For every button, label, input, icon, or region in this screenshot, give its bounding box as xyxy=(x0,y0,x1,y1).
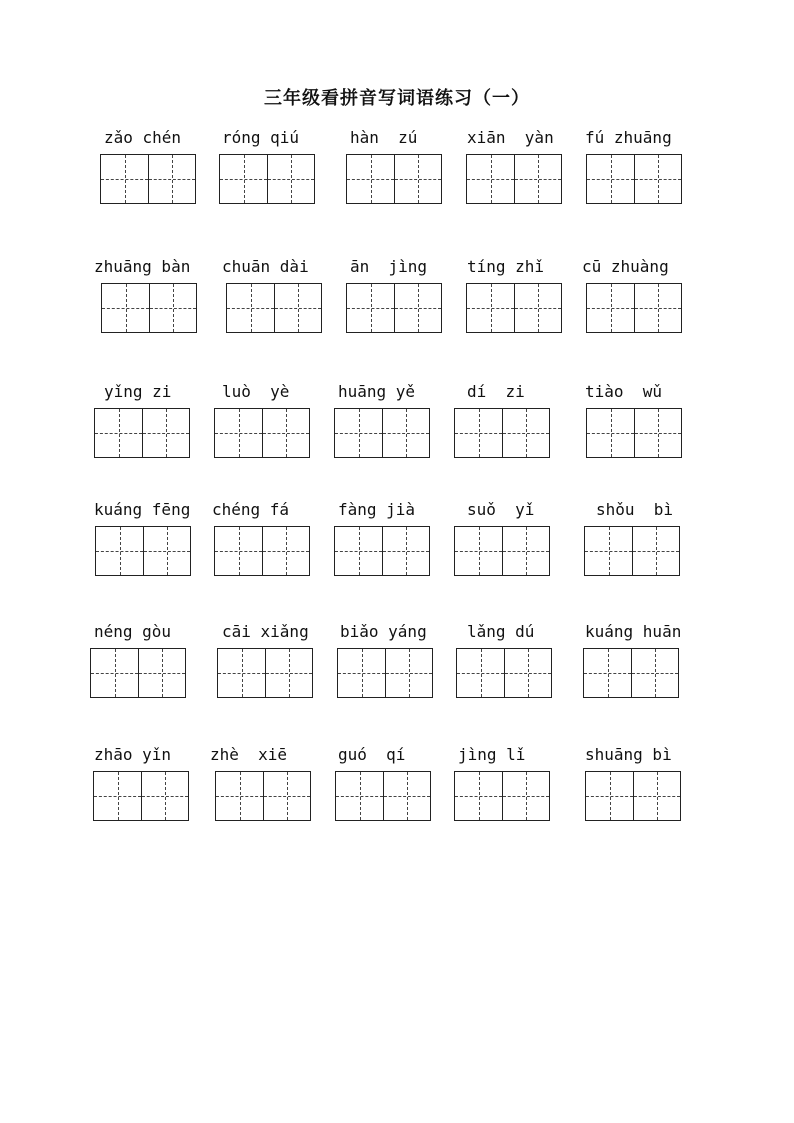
pinyin-label: jìng lǐ xyxy=(458,745,526,764)
pinyin-label: kuáng huān xyxy=(585,622,682,641)
writing-grid[interactable] xyxy=(583,648,679,698)
character-box[interactable] xyxy=(218,649,265,697)
character-box[interactable] xyxy=(215,527,262,575)
writing-grid[interactable] xyxy=(101,283,197,333)
pinyin-label: zhāo yǐn xyxy=(94,745,172,764)
character-box[interactable] xyxy=(215,409,262,457)
character-box[interactable] xyxy=(586,772,633,820)
character-box[interactable] xyxy=(91,649,138,697)
character-box[interactable] xyxy=(102,284,149,332)
character-box[interactable] xyxy=(148,155,195,203)
character-box[interactable] xyxy=(455,527,502,575)
character-box[interactable] xyxy=(227,284,274,332)
writing-grid[interactable] xyxy=(214,526,310,576)
writing-grid[interactable] xyxy=(346,283,442,333)
character-box[interactable] xyxy=(514,155,561,203)
writing-grid[interactable] xyxy=(215,771,311,821)
pinyin-label: tíng zhǐ xyxy=(467,257,545,276)
character-box[interactable] xyxy=(138,649,185,697)
writing-grid[interactable] xyxy=(93,771,189,821)
character-box[interactable] xyxy=(634,409,681,457)
character-box[interactable] xyxy=(347,284,394,332)
pinyin-label: huāng yě xyxy=(338,382,416,401)
writing-grid[interactable] xyxy=(217,648,313,698)
character-box[interactable] xyxy=(96,527,143,575)
pinyin-label: luò yè xyxy=(222,382,290,401)
character-box[interactable] xyxy=(335,409,382,457)
pinyin-label: yǐng zi xyxy=(104,382,172,401)
character-box[interactable] xyxy=(587,284,634,332)
writing-grid[interactable] xyxy=(466,283,562,333)
pinyin-label: guó qí xyxy=(338,745,406,764)
character-box[interactable] xyxy=(514,284,561,332)
character-box[interactable] xyxy=(394,284,441,332)
writing-grid[interactable] xyxy=(100,154,196,204)
character-box[interactable] xyxy=(394,155,441,203)
character-box[interactable] xyxy=(455,772,502,820)
character-box[interactable] xyxy=(95,409,142,457)
writing-grid[interactable] xyxy=(335,771,431,821)
character-box[interactable] xyxy=(338,649,385,697)
writing-grid[interactable] xyxy=(585,771,681,821)
pinyin-label: xiān yàn xyxy=(467,128,554,147)
writing-grid[interactable] xyxy=(90,648,186,698)
character-box[interactable] xyxy=(263,772,310,820)
character-box[interactable] xyxy=(347,155,394,203)
character-box[interactable] xyxy=(587,409,634,457)
character-box[interactable] xyxy=(143,527,190,575)
pinyin-label: kuáng fēng xyxy=(94,500,191,519)
character-box[interactable] xyxy=(262,409,309,457)
writing-grid[interactable] xyxy=(334,408,430,458)
writing-grid[interactable] xyxy=(584,526,680,576)
writing-grid[interactable] xyxy=(334,526,430,576)
character-box[interactable] xyxy=(94,772,141,820)
character-box[interactable] xyxy=(382,409,429,457)
character-box[interactable] xyxy=(220,155,267,203)
character-box[interactable] xyxy=(142,409,189,457)
pinyin-label: tiào wǔ xyxy=(585,382,663,401)
pinyin-label: fàng jià xyxy=(338,500,416,519)
writing-grid[interactable] xyxy=(586,283,682,333)
writing-grid[interactable] xyxy=(337,648,433,698)
character-box[interactable] xyxy=(504,649,551,697)
pinyin-label: chéng fá xyxy=(212,500,290,519)
character-box[interactable] xyxy=(584,649,631,697)
writing-grid[interactable] xyxy=(466,154,562,204)
character-box[interactable] xyxy=(267,155,314,203)
pinyin-label: róng qiú xyxy=(222,128,300,147)
writing-grid[interactable] xyxy=(454,771,550,821)
pinyin-label: zǎo chén xyxy=(104,128,182,147)
character-box[interactable] xyxy=(141,772,188,820)
character-box[interactable] xyxy=(336,772,383,820)
character-box[interactable] xyxy=(585,527,632,575)
pinyin-label: zhè xiē xyxy=(210,745,288,764)
pinyin-label: cū zhuàng xyxy=(582,257,669,276)
writing-grid[interactable] xyxy=(586,154,682,204)
character-box[interactable] xyxy=(265,649,312,697)
character-box[interactable] xyxy=(101,155,148,203)
writing-grid[interactable] xyxy=(454,408,550,458)
pinyin-label: suǒ yǐ xyxy=(467,500,535,519)
writing-grid[interactable] xyxy=(219,154,315,204)
character-box[interactable] xyxy=(335,527,382,575)
writing-grid[interactable] xyxy=(456,648,552,698)
character-box[interactable] xyxy=(382,527,429,575)
character-box[interactable] xyxy=(274,284,321,332)
pinyin-label: néng gòu xyxy=(94,622,172,641)
character-box[interactable] xyxy=(634,155,681,203)
character-box[interactable] xyxy=(467,155,514,203)
pinyin-label: hàn zú xyxy=(350,128,418,147)
character-box[interactable] xyxy=(216,772,263,820)
character-box[interactable] xyxy=(149,284,196,332)
character-box[interactable] xyxy=(633,772,680,820)
character-box[interactable] xyxy=(383,772,430,820)
writing-grid[interactable] xyxy=(226,283,322,333)
character-box[interactable] xyxy=(632,527,679,575)
character-box[interactable] xyxy=(467,284,514,332)
character-box[interactable] xyxy=(502,409,549,457)
pinyin-label: ān jìng xyxy=(350,257,428,276)
pinyin-label: shǒu bì xyxy=(596,500,674,519)
pinyin-label: fú zhuāng xyxy=(585,128,672,147)
character-box[interactable] xyxy=(385,649,432,697)
character-box[interactable] xyxy=(457,649,504,697)
character-box[interactable] xyxy=(262,527,309,575)
pinyin-label: biǎo yáng xyxy=(340,622,427,641)
character-box[interactable] xyxy=(455,409,502,457)
character-box[interactable] xyxy=(631,649,678,697)
writing-grid[interactable] xyxy=(346,154,442,204)
character-box[interactable] xyxy=(634,284,681,332)
writing-grid[interactable] xyxy=(95,526,191,576)
pinyin-label: zhuāng bàn xyxy=(94,257,191,276)
pinyin-label: dí zi xyxy=(467,382,525,401)
character-box[interactable] xyxy=(502,772,549,820)
character-box[interactable] xyxy=(502,527,549,575)
pinyin-label: shuāng bì xyxy=(585,745,672,764)
writing-grid[interactable] xyxy=(454,526,550,576)
pinyin-label: chuān dài xyxy=(222,257,309,276)
pinyin-label: cāi xiǎng xyxy=(222,622,309,641)
character-box[interactable] xyxy=(587,155,634,203)
writing-grid[interactable] xyxy=(214,408,310,458)
writing-grid[interactable] xyxy=(586,408,682,458)
worksheet-title: 三年级看拼音写词语练习（一） xyxy=(264,88,530,109)
pinyin-label: lǎng dú xyxy=(467,622,535,641)
writing-grid[interactable] xyxy=(94,408,190,458)
